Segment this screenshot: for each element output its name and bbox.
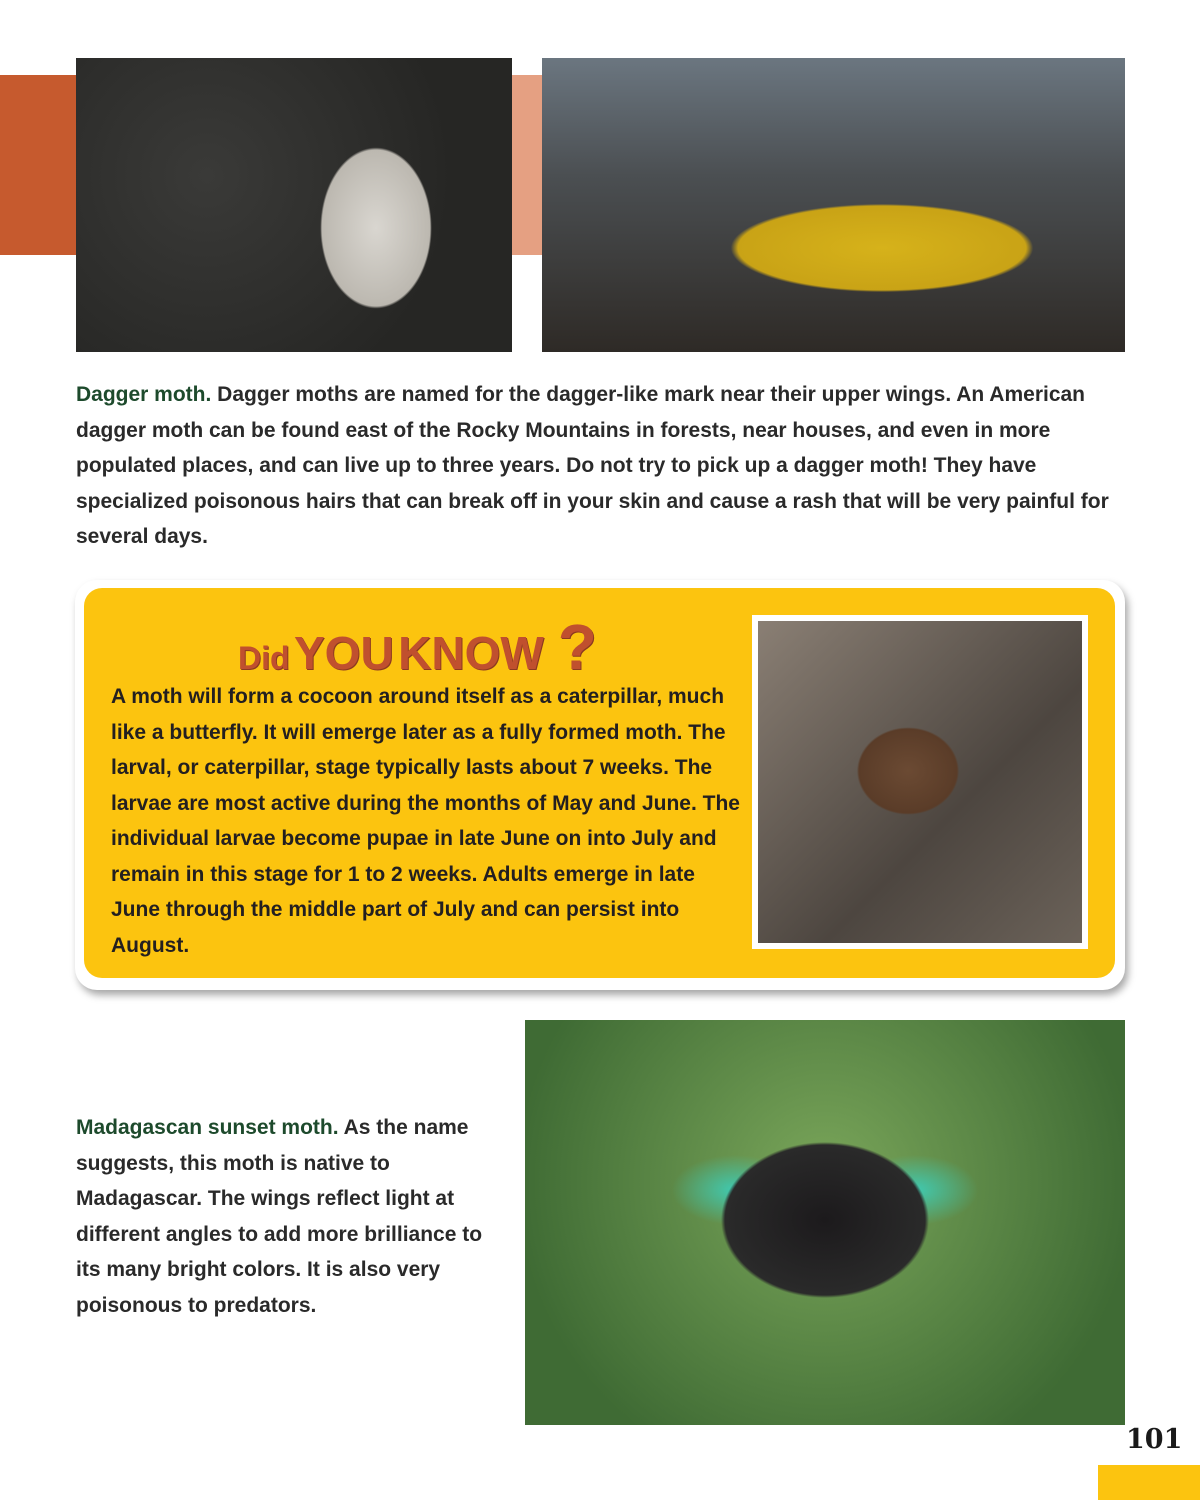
dagger-moth-photo: [76, 58, 512, 352]
caterpillar-photo: [542, 58, 1125, 352]
did-you-know-title: [238, 610, 597, 684]
sunset-moth-paragraph: [76, 1110, 496, 1323]
dagger-moth-body: Dagger moths are named for the dagger-like mark near their upper wings. An American dagger moth can be found east of the Rocky Mountains in forests, near houses, and even in more populated places, and can live up to three years. Do not try to pick up a dagger moth! They have specialized poisonous hairs that can break off in your skin and cause a rash that will be very painful for several days.: [76, 383, 1109, 548]
title-you: YOU: [294, 627, 394, 679]
decorative-salmon-bar: [512, 75, 542, 255]
sunset-moth-heading: Madagascan sunset moth.: [76, 1116, 339, 1139]
did-you-know-body: A moth will form a cocoon around itself as a caterpillar, much like a butterfly. It will emerge later as a fully formed moth. The larval, or caterpillar, stage typically lasts about 7 weeks. The larvae are most active during the months of May and June. The individual larvae become pupae in late June on into July and remain in this stage for 1 to 2 weeks. Adults emerge in late June through the middle part of July and can persist into August.: [111, 685, 740, 957]
title-know: KNOW: [398, 627, 544, 679]
sunset-moth-photo: [525, 1020, 1125, 1425]
cocoon-photo: [752, 615, 1088, 949]
sunset-moth-body: As the name suggests, this moth is native to Madagascar. The wings reflect light at different angles to add more brilliance to its many bright colors. It is also very poisonous to predators.: [76, 1116, 483, 1317]
dagger-moth-paragraph: [76, 377, 1116, 555]
dagger-moth-heading: Dagger moth.: [76, 383, 212, 406]
decorative-yellow-bar: [1098, 1465, 1200, 1500]
page-number: 101: [1126, 1424, 1183, 1455]
question-mark-icon: ?: [557, 611, 597, 683]
decorative-orange-bar: [0, 75, 76, 255]
title-did: Did: [238, 640, 290, 676]
